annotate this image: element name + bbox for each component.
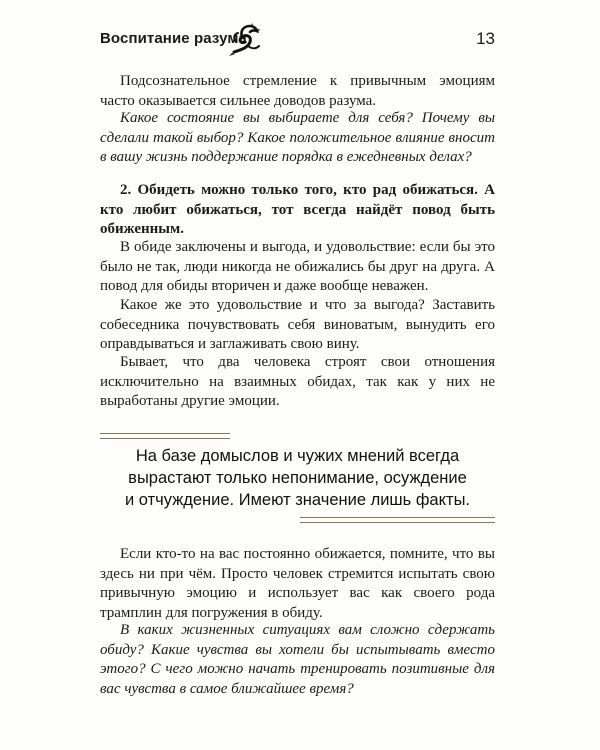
callout-line-2: вырастают только непонимание, осуждение: [128, 469, 467, 487]
callout-top-rule: [100, 433, 230, 439]
callout-line-1: На базе домыслов и чужих мнений всегда: [135, 447, 460, 465]
page-number: 13: [476, 29, 495, 48]
callout-bottom-rule: [300, 517, 495, 523]
page-header: [100, 28, 495, 62]
dragon-icon: [226, 22, 262, 58]
paragraph-someone-offended: Если кто-то на вас постоянно обижается, помните, что вы здесь ни при чём. Просто человек стремится испытать свою привычную эмоцию и использует вас как своего рода трамплин для погружения в обиду.: [100, 546, 495, 621]
callout-quote: [110, 445, 485, 511]
reflection-questions-offense: В каких жизненных ситуациях вам сложно сдержать обиду? Какие чувства вы хотели бы испытывать вместо этого? С чего можно начать тренировать позитивные для вас чувства в самое ближайшее время?: [100, 622, 495, 697]
running-title: Воспитание разума: [100, 30, 247, 47]
reflection-questions-state: Какое состояние вы выбираете для себя? Почему вы сделали такой выбор? Какое положительное влияние вносит в вашу жизнь поддержание порядка в ежедневных делах?: [100, 110, 495, 165]
paragraph-offense-benefit: В обиде заключены и выгода, и удовольствие: если бы это было не так, люди никогда не обижались бы друг на друга. А повод для обиды вторичен и даже вообще неважен.: [100, 239, 495, 294]
paragraph-mutual-offense: Бывает, что два человека строят свои отношения исключительно на взаимных обидах, так как у них не выработаны другие эмоции.: [100, 354, 495, 409]
paragraph-habitual-emotions: Подсознательное стремление к привычным эмоциям часто оказывается сильнее доводов разума.: [100, 73, 495, 109]
section-heading-offense: 2. Обидеть можно только того, кто рад обижаться. А кто любит обижаться, тот всегда найдёт повод быть обиженным.: [100, 182, 495, 237]
callout-line-3: и отчуждение. Имеют значение лишь факты.: [124, 491, 471, 509]
paragraph-pleasure-benefit: Какое же это удовольствие и что за выгода? Заставить собеседника почувствовать себя виноватым, вынудить его оправдываться и заглаживать свою вину.: [100, 297, 495, 352]
